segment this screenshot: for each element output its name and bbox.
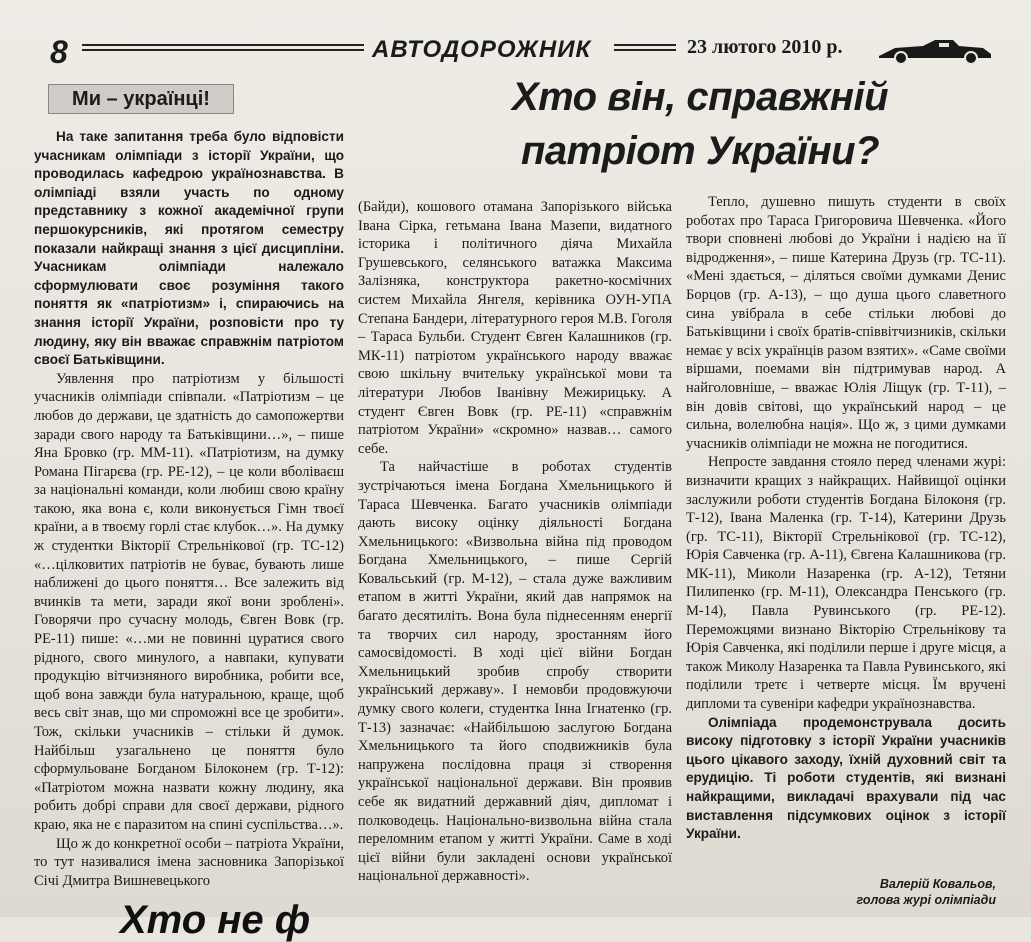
headline-line-1: Хто він, справжній [511,75,889,119]
page-header [0,30,1031,70]
next-headline-text: Хто не ф [120,898,311,942]
paragraph: Непросте завдання стояло перед членами журі: визначити кращих з найкращих. Найвищої оцінки заслужили роботи студентів Богдана Білоконя (гр. Т-12), Івана Маленка (гр. Т-14), Катерини Друзь (гр. ТС-11), Вікторії Стрельнікової (гр. ТС-12), Юрія Савченка (гр. А-11), Євгена Калашникова (гр. МК-11), Миколи Назаренка (гр. А-12), Тетяни Пилипенко (гр. М-11), Олександра Пенського (гр. М-14), Павла Рувинського (гр. РЕ-12). Переможцями визнано Вікторію Стрельнікову та Юрія Савченка, які поділили перше і друге місця, а також Миколу Назаренка та Павла Рувинського, які поділили третє і четверте місця. Їм вручені дипломи та сувеніри кафедри українознавства. [686,454,1006,713]
article-column-1 [34,128,344,890]
article-lead: На таке запитання треба було відповісти учасникам олімпіади з історії України, що проводилась кафедрою українознавства. В олімпіаді взяли участь по одному представнику з кожної академічної групи першокурсників, які протягом семестру показали найкращі знання з цієї дисципліни. Учасникам олімпіади належало сформулювати своє розуміння такого поняття як «патріотизм» і, спираючись на знання історії України, розповісти про ту людину, яку він вважає справжнім патріотом своєї Батьківщини. [34,129,344,368]
article-headline [420,70,980,178]
article-column-3 [686,193,1006,844]
article-conclusion: Олімпіада продемонструвала досить високу підготовку з історії України учасників цього цікавого заходу, їхній духовний світ та ерудицію. Ті роботи студентів, які визнані найкращими, викладачі врахували під час виставлення підсумкових оцінок з історії України. [686,714,1006,842]
section-label: Ми – українці! [48,84,234,114]
paragraph: Та найчастіше в роботах студентів зустрічаються імена Богдана Хмельницького й Тараса Шевченка. Багато учасників олімпіади дають високу оцінку діяльності Богдана Хмельницького: «Визвольна війна під проводом Богдана Хмельницького, – пише Сергій Ковальський (гр. М-12), – стала дуже важливим етапом в житті України, який дав напрямок на багато десятиліть. Вона була піднесенням енергії та творчих сил народу, зростанням його самосвідомості. В ході цієї війни Богдан Хмельницький зробив спробу створити український державу». І немовби продовжуючи думку свого колеги, студентка Інна Ігнатенко (гр. Т-13) зазначає: «Найбільшою заслугою Богдана Хмельницького та його сподвижників була напружена послідовна праця зі створення української національної держави. Він проявив себе як видатний державний діяч, дипломат і полководець. Національно-визвольна війна стала переломним етапом у житті України. Саме в ході цієї війни були закладені основи української національної державності». [358,459,672,885]
paragraph: Уявлення про патріотизм у більшості учасників олімпіади співпали. «Патріотизм – це любов до держави, це здатність до самопожертви заради свого народу та Батьківщини…», – пише Яна Бровко (гр. ММ-11). «Патріотизм, на думку Романа Пігарєва (гр. РЕ-12), – це коли вболіваєш за національні команди, коли любиш свою країну такою, яка вона є, коли виконується Гімн твоєї країни, а в твоєму горлі стає клубок…». На думку ж студентки Вікторії Стрельнікової (гр. ТС-12) «…цілковитих патріотів не буває, бувають лише наближені до цього поняття… Все залежить від вчинків та мети, заради якої вони зроблені». Говорячи про сучасну молодь, Євген Вовк (гр. РЕ-11) пише: «…ми не повинні цуратися свого рідного, свого минулого, а навпаки, купувати продукцію вітчизняного виробника, робити все, щоб вона завжди була натуральною, краще, щоб весь світ знав, що ми спроможні все це зробити». Тож, скільки учасників – стільки й думок. Найбільш узагальнено це поняття було сформульоване Богданом Білоконем (гр. Т-12): «Патріотом можна назвати кожну людину, яка робить добрі справи для своєї держави, рідного краю, яка не є паразитом на спині суспільства…». [34,370,344,833]
author-name: Валерій Ковальов, [879,877,996,891]
page-number: 8 [50,34,68,70]
author-signature [800,876,996,908]
article-column-2 [358,198,672,886]
author-role: голова журі олімпіади [856,893,996,907]
publication-title: АВТОДОРОЖНИК [372,36,592,63]
race-car-icon [875,34,995,66]
paragraph: (Байди), кошового отамана Запорізького війська Івана Сірка, гетьмана Івана Мазепи, видатного історика і політичного діяча Михайла Грушевського, селянського ватажка Максима Залізняка, конструктора ракетно-космічних систем Михайла Янгеля, керівника ОУН-УПА Степана Бандери, літературного героя М.В. Гоголя – Тараса Бульби. Студент Євген Калашников (гр. МК-11) патріотом українського народу вважає свою шкільну вчительку української мови та літератури Любов Іванівну Межирицьку. А студент Євген Вовк (гр. РЕ-11) «справжнім патріотом України» «скромно» назвав… самого себе. [358,199,672,457]
issue-date: 23 лютого 2010 р. [687,36,843,58]
header-rule-right [614,44,676,51]
next-article-headline [120,898,540,942]
headline-line-2: патріот України? [520,129,880,173]
paragraph: Що ж до конкретної особи – патріота України, то тут називалися імена засновника Запорізької Січі Дмитра Вишневецького [34,835,344,889]
paragraph: Тепло, душевно пишуть студенти в своїх роботах про Тараса Григоровича Шевченка. «Його твори сповнені любові до України і надією на її відродження», – пише Катерина Друзь (гр. ТС-11). «Мені здається, – діляться своїми думками Денис Борцов (гр. А-13), – що душа цього славетного сина увібрала в себе стільки любові до Батьківщини і своїх братів-співвітчизників, скільки немає у всіх українців разом взятих». «Саме своїми віршами, поемами він підтримував народ. А найголовніше, – вважає Юлія Ліщук (гр. Т-11), – він довів світові, що український народ – це сильна, волелюбна нація». Що ж, з цими думками учасників олімпіади не можна не погодитися. [686,194,1006,452]
header-rule-left [82,44,364,51]
